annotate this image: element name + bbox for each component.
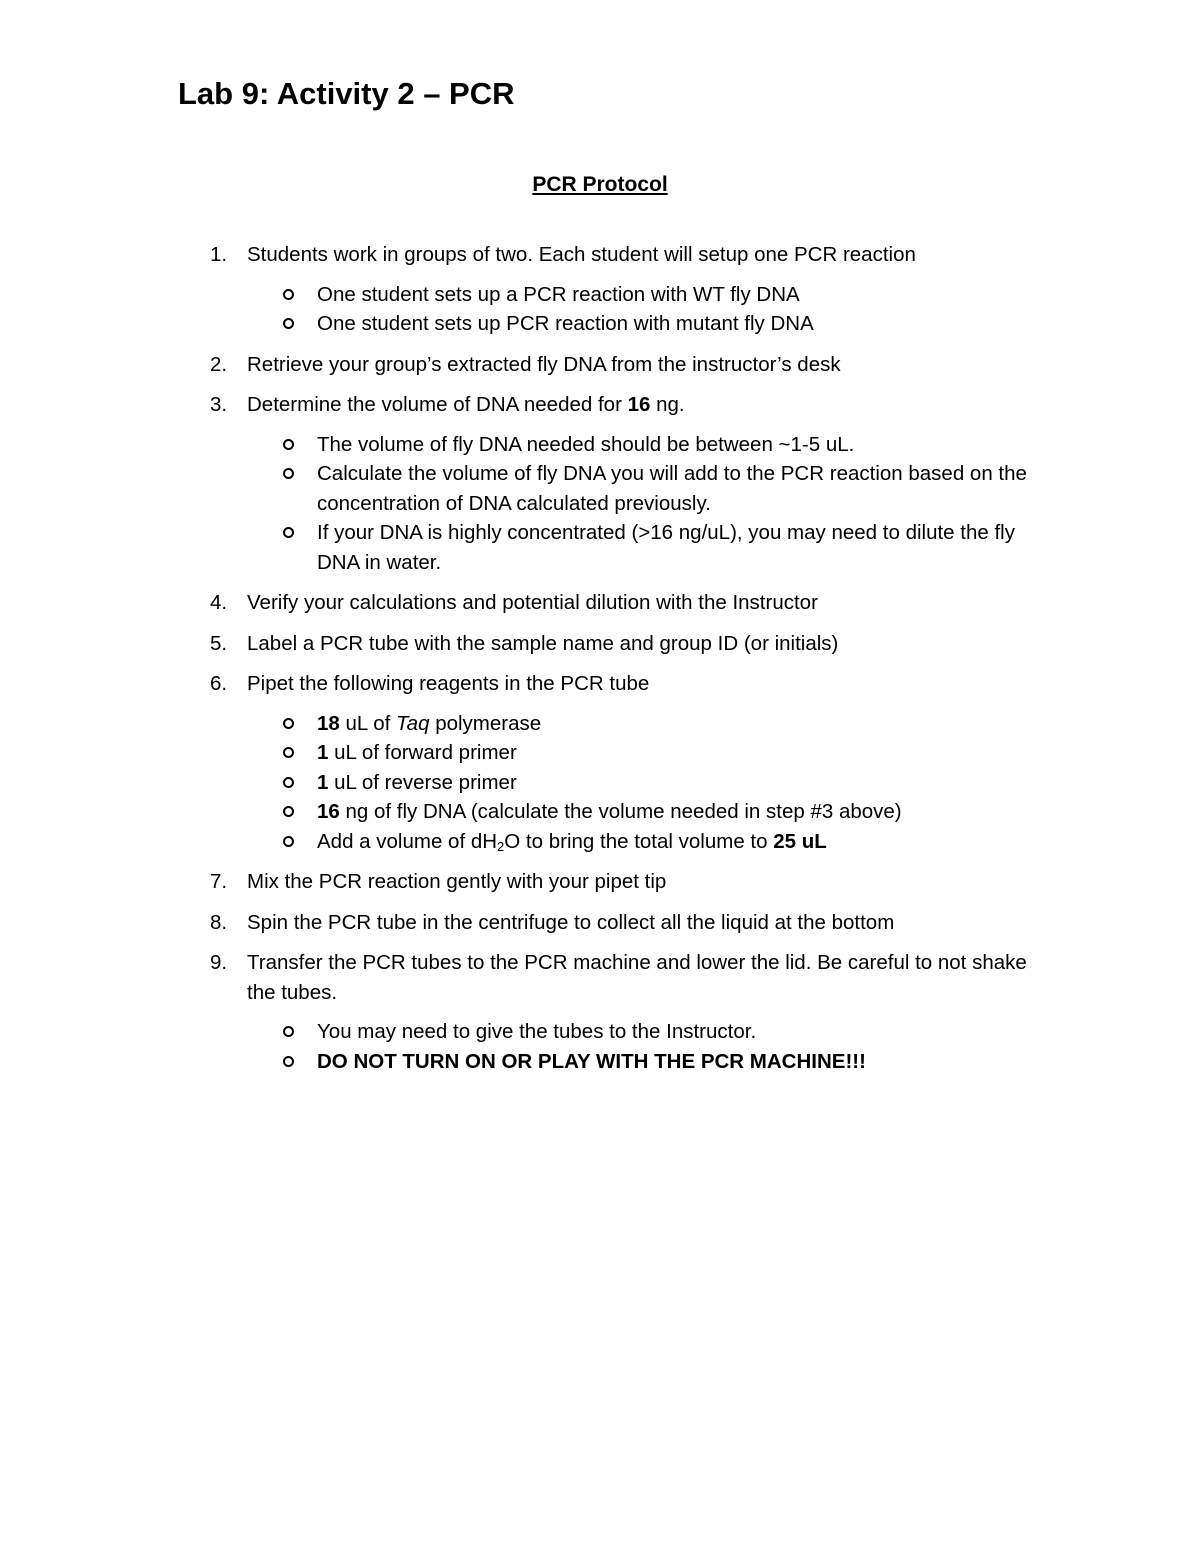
reagent-amount: 18 [317,711,340,735]
warning-text: DO NOT TURN ON OR PLAY WITH THE PCR MACHINE!!! [317,1049,866,1073]
step-4 [0,588,1200,618]
sub-list [247,1017,1040,1076]
circle-bullet-icon [283,289,294,300]
step-number: 6. [210,672,228,695]
circle-bullet-icon [283,468,294,479]
reagent-text: polymerase [429,711,542,735]
sub-item [247,309,1040,339]
sub-item [247,430,1040,460]
step-8 [0,908,1200,938]
circle-bullet-icon [283,318,294,329]
step-text: Verify your calculations and potential dilution with the Instructor [247,591,818,614]
step-number: 7. [210,870,228,893]
reagent-taq [247,709,1040,739]
circle-bullet-icon [283,777,294,788]
circle-bullet-icon [283,439,294,450]
sub-item-text: The volume of fly DNA needed should be between ~1-5 uL. [317,432,855,456]
step-number: 5. [210,631,228,655]
step-text [247,393,685,416]
sub-item-text: One student sets up PCR reaction with mutant fly DNA [317,312,814,335]
sub-item-text: You may need to give the tubes to the Instructor. [317,1020,757,1043]
reagent-reverse-primer [247,768,1040,798]
sub-item [247,518,1040,577]
step-3 [0,390,1200,577]
step-text: Spin the PCR tube in the centrifuge to collect all the liquid at the bottom [247,910,895,934]
step-text: Label a PCR tube with the sample name and group ID (or initials) [247,631,839,655]
circle-bullet-icon [283,1026,294,1037]
reagent-text: uL of reverse primer [328,770,517,794]
dna-amount-bold: 16 [627,393,651,416]
step-number: 3. [210,393,228,416]
step-5 [0,629,1200,659]
step-2 [0,350,1200,380]
reagent-water [247,827,1040,857]
circle-bullet-icon [283,836,294,847]
step-number: 2. [210,352,228,376]
reagent-name-italic: Taq [396,711,430,735]
step-text-part: Determine the volume of DNA needed for [247,393,628,416]
section-heading: PCR Protocol [532,173,668,196]
step-number: 4. [210,591,228,614]
step-number: 1. [210,243,228,266]
sub-item-text: One student sets up a PCR reaction with WT fly DNA [317,282,800,306]
reagent-unit: uL of [339,711,397,735]
step-text: Students work in groups of two. Each student will setup one PCR reaction [247,243,916,266]
reagent-forward-primer [247,738,1040,768]
warning-item [247,1047,1040,1077]
reagent-amount: 1 [317,741,329,764]
sub-item [247,1017,1040,1047]
step-text: Pipet the following reagents in the PCR tube [247,672,650,695]
total-volume-bold: 25 uL [773,829,827,853]
sub-item-text: Calculate the volume of fly DNA you will add to the PCR reaction based on the concentration of DNA calculated previously. [317,462,1027,515]
sub-list [247,430,1040,578]
reagent-fly-dna [247,797,1040,827]
step-number: 8. [210,910,228,934]
reagent-text: ng of fly DNA (calculate the volume needed in step #3 above) [339,800,902,823]
circle-bullet-icon [283,747,294,758]
step-7 [0,867,1200,897]
document-title: Lab 9: Activity 2 – PCR [178,76,515,111]
circle-bullet-icon [283,527,294,538]
reagent-text: O to bring the total volume to [504,829,774,853]
sub-list [247,280,1040,339]
step-1 [0,240,1200,339]
reagent-amount: 16 [317,800,340,823]
reagent-list [247,709,1040,857]
step-text: Mix the PCR reaction gently with your pipet tip [247,870,667,893]
step-9 [0,948,1200,1076]
reagent-text: Add a volume of dH [317,829,498,853]
circle-bullet-icon [283,718,294,729]
protocol-steps [0,240,1200,1087]
step-text: Transfer the PCR tubes to the PCR machine and lower the lid. Be careful to not shake the tubes. [247,951,1027,1004]
reagent-text: uL of forward primer [328,741,517,764]
step-number: 9. [210,951,228,974]
sub-item [247,280,1040,310]
step-6 [0,669,1200,856]
circle-bullet-icon [283,1056,294,1067]
step-text-part: ng. [650,393,685,416]
reagent-amount: 1 [317,770,329,794]
subscript-2: 2 [497,838,505,854]
sub-item [247,459,1040,518]
step-text: Retrieve your group’s extracted fly DNA from the instructor’s desk [247,352,841,376]
circle-bullet-icon [283,806,294,817]
sub-item-text: If your DNA is highly concentrated (>16 ng/uL), you may need to dilute the fly DNA in water. [317,521,1015,574]
